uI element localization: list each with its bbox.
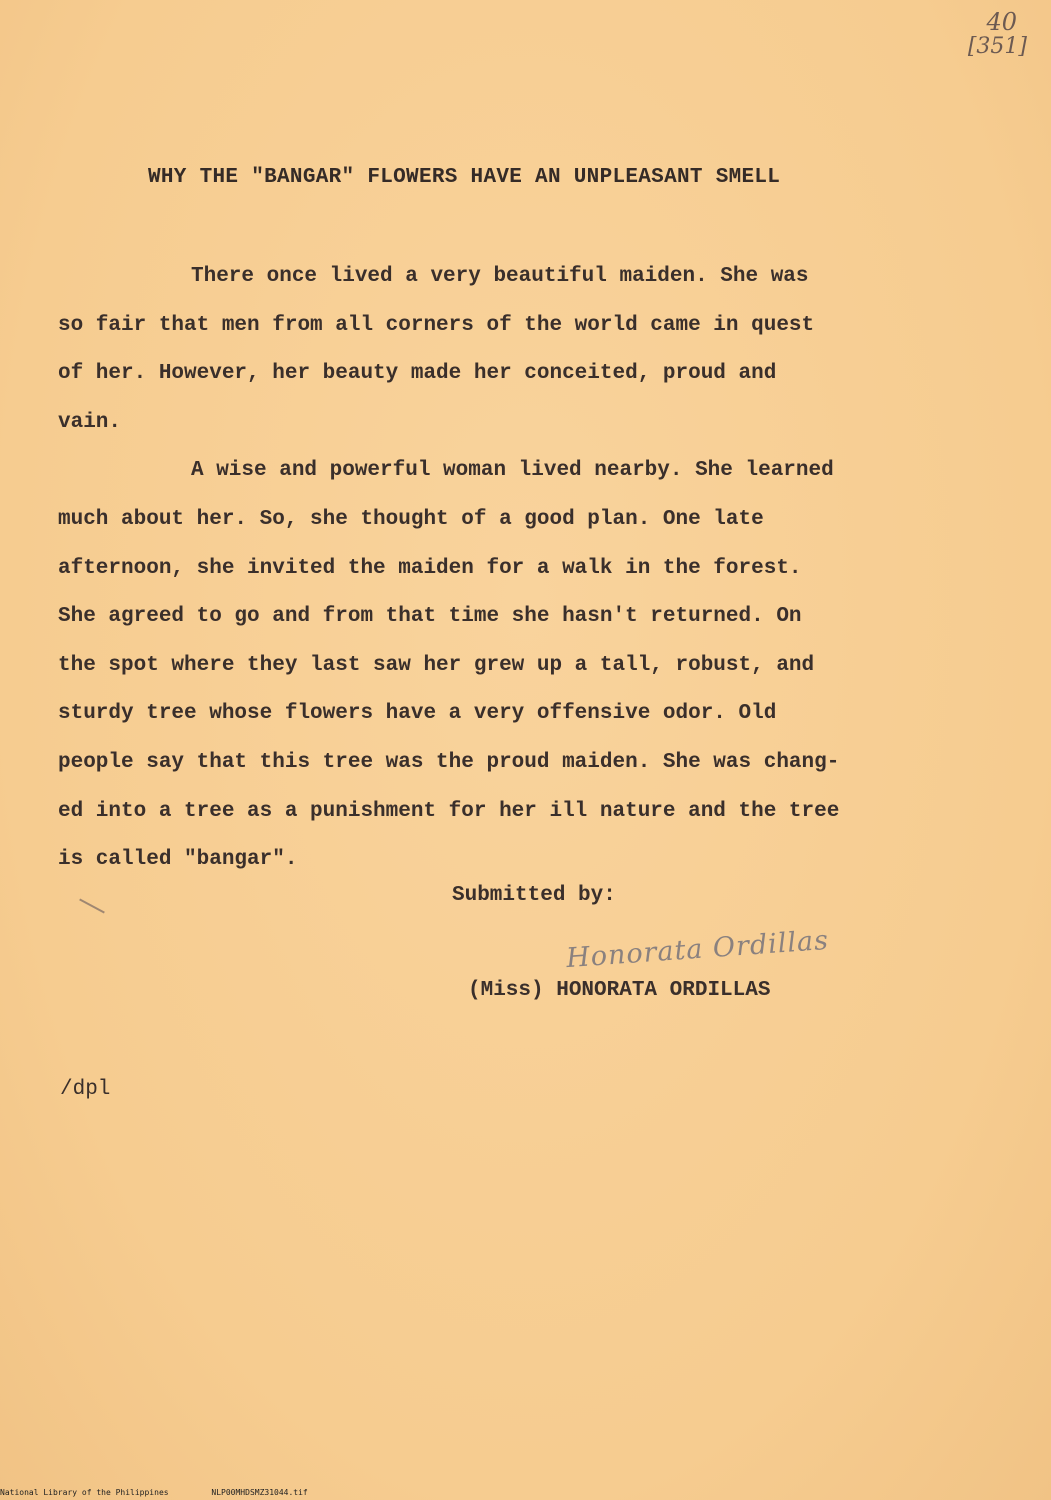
paragraph2-line: the spot where they last saw her grew up a tall, robust, and (58, 653, 815, 677)
footer-library: National Library of the Philippines (0, 1488, 169, 1497)
paragraph2-line: sturdy tree whose flowers have a very offensive odor. Old (58, 702, 777, 726)
paragraph2-line: people say that this tree was the proud maiden. She was chang- (58, 750, 840, 774)
pencil-mark (79, 899, 105, 914)
paragraph1-line: There once lived a very beautiful maiden. She was (191, 265, 809, 288)
handwritten-signature: Honorata Ordillas (565, 924, 830, 975)
footer-filename: NLP00MHDSMZ31044.tif (211, 1488, 308, 1497)
paragraph2-line: A wise and powerful woman lived nearby. She learned (191, 459, 834, 483)
paragraph1-line: of her. However, her beauty made her conceited, proud and (58, 362, 777, 386)
typist-initials: /dpl (60, 1078, 111, 1101)
story-body (58, 253, 978, 885)
submitted-by-label: Submitted by: (452, 884, 616, 907)
paragraph1-line: vain. (58, 410, 122, 434)
paragraph2-line: ed into a tree as a punishment for her ill nature and the tree (58, 799, 840, 823)
page-number-primary: 40 (986, 8, 1017, 36)
page-number-secondary: [351] (967, 34, 1027, 59)
paragraph1-line: so fair that men from all corners of the world came in quest (58, 313, 815, 337)
paragraph2-line: much about her. So, she thought of a good plan. One late (58, 507, 764, 531)
author-name: (Miss) HONORATA ORDILLAS (468, 979, 771, 1002)
document-title: WHY THE "BANGAR" FLOWERS HAVE AN UNPLEASANT SMELL (148, 166, 781, 189)
archive-footer (0, 1488, 346, 1497)
paragraph2-line: afternoon, she invited the maiden for a walk in the forest. (58, 556, 802, 580)
page-number (957, 8, 1027, 59)
paragraph2-line: She agreed to go and from that time she hasn't returned. On (58, 605, 802, 629)
paragraph2-line: is called "bangar". (58, 848, 298, 872)
